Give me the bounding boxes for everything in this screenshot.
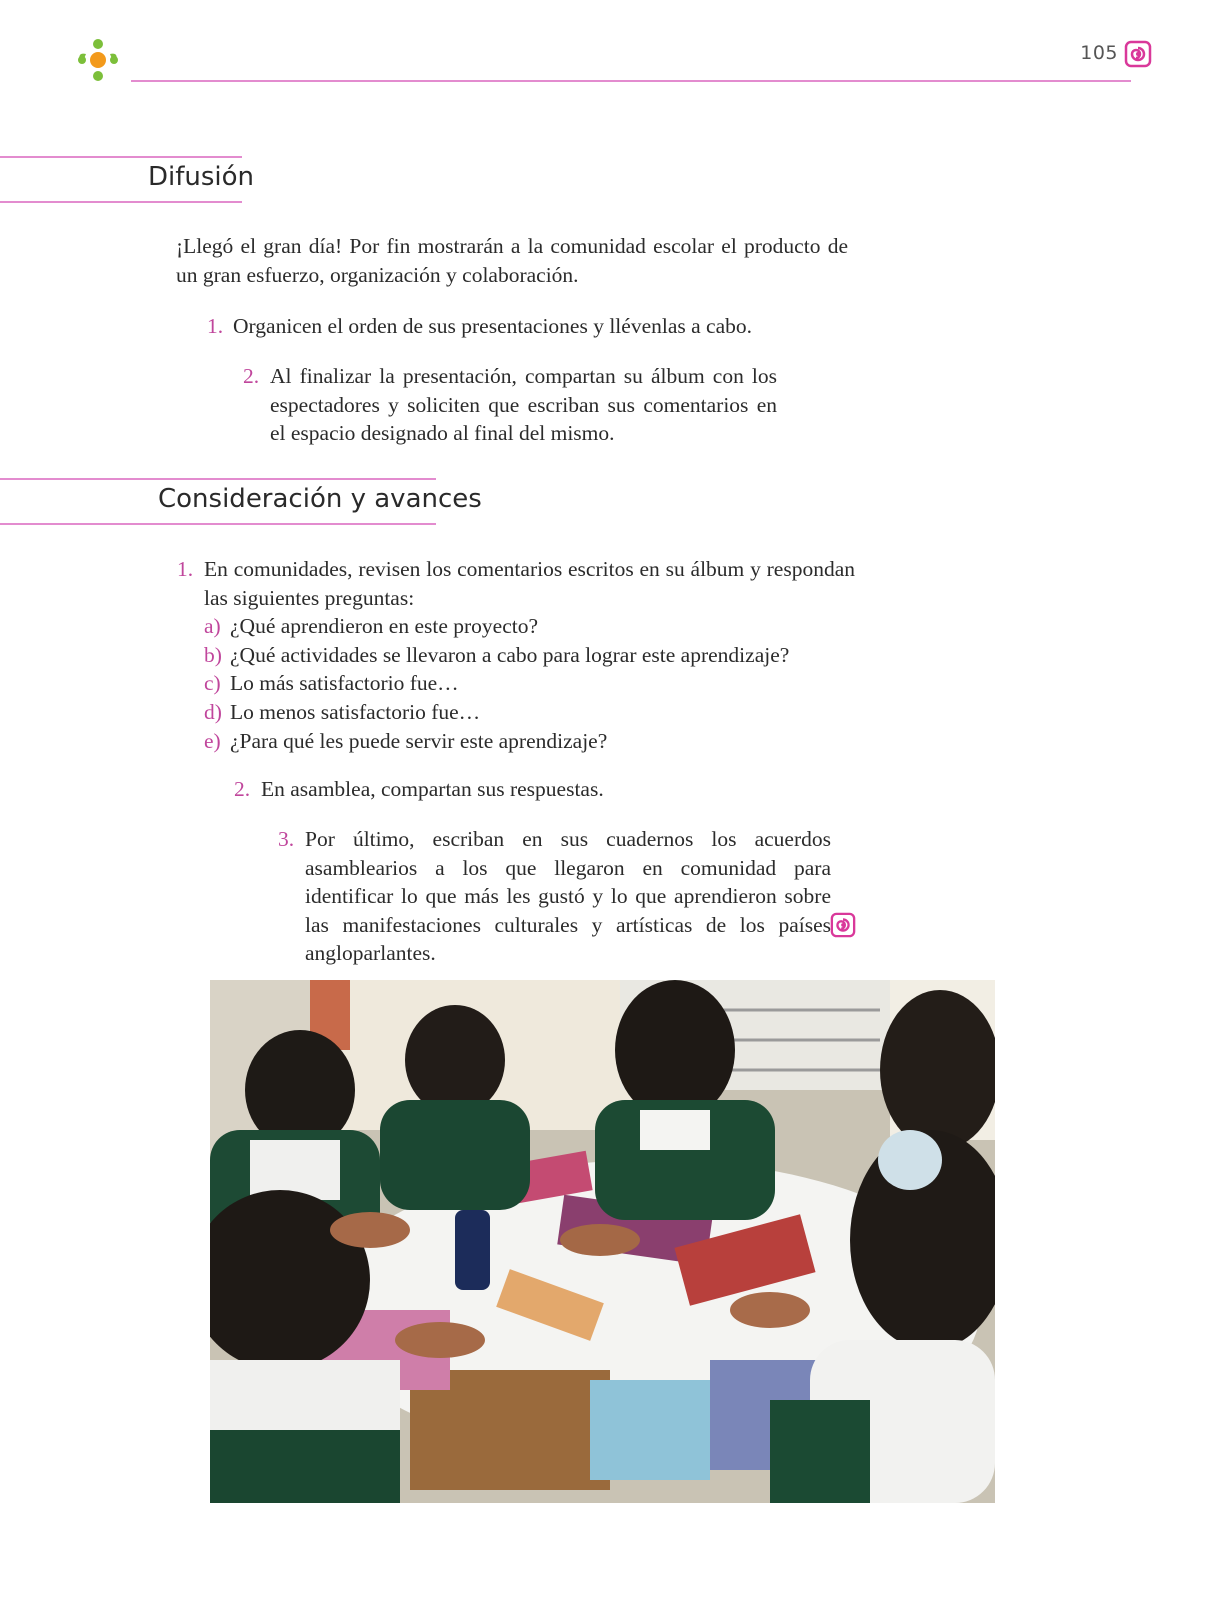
question-item bbox=[204, 669, 459, 698]
students-photo-illustration bbox=[210, 980, 995, 1503]
question-letter: e) bbox=[204, 729, 221, 753]
question-letter: c) bbox=[204, 671, 221, 695]
spiral-ornament-icon bbox=[830, 912, 856, 938]
question-item bbox=[204, 698, 480, 727]
section-title: Consideración y avances bbox=[158, 484, 482, 514]
question-letter: d) bbox=[204, 700, 222, 724]
question-text: Lo menos satisfactorio fue… bbox=[230, 700, 481, 724]
item-text: Por último, escriban en sus cuadernos los acuerdos asamblearios a los que llegaron en comunidad para identificar lo que más les gustó y lo que aprendieron sobre las manifestaciones culturales y artísticas de los países angloparlantes. bbox=[305, 827, 831, 965]
list-item bbox=[278, 825, 831, 968]
header-rule bbox=[131, 80, 1131, 82]
question-text: ¿Qué actividades se llevaron a cabo para lograr este aprendizaje? bbox=[230, 643, 790, 667]
intro-paragraph: ¡Llegó el gran día! Por fin mostrarán a la comunidad escolar el producto de un gran esfuerzo, organización y colaboración. bbox=[176, 234, 848, 287]
flower-logo-icon bbox=[70, 32, 126, 88]
item-number: 2. bbox=[243, 364, 260, 388]
list-item bbox=[243, 362, 777, 448]
question-letter: a) bbox=[204, 614, 221, 638]
list-item bbox=[207, 312, 807, 341]
question-item bbox=[204, 727, 607, 756]
item-text: Organicen el orden de sus presentaciones y llévenlas a cabo. bbox=[233, 314, 752, 338]
list-item bbox=[234, 775, 734, 804]
question-text: ¿Para qué les puede servir este aprendizaje? bbox=[230, 729, 608, 753]
classroom-photo bbox=[210, 980, 995, 1503]
page-number: 105 bbox=[1080, 42, 1118, 64]
question-item bbox=[204, 641, 789, 670]
item-text: En asamblea, compartan sus respuestas. bbox=[261, 777, 604, 801]
item-text: En comunidades, revisen los comentarios escritos en su álbum y respondan las siguientes preguntas: bbox=[204, 557, 855, 610]
question-item bbox=[204, 612, 538, 641]
section-title: Difusión bbox=[148, 162, 255, 192]
question-text: Lo más satisfactorio fue… bbox=[230, 671, 459, 695]
list-item bbox=[177, 555, 855, 612]
item-number: 1. bbox=[177, 557, 194, 581]
item-number: 3. bbox=[278, 827, 295, 851]
question-letter: b) bbox=[204, 643, 222, 667]
item-number: 1. bbox=[207, 314, 224, 338]
item-text: Al finalizar la presentación, compartan su álbum con los espectadores y soliciten que escriban sus comentarios en el espacio designado al final del mismo. bbox=[270, 364, 777, 445]
spiral-ornament-icon bbox=[1124, 40, 1152, 68]
question-text: ¿Qué aprendieron en este proyecto? bbox=[230, 614, 539, 638]
item-number: 2. bbox=[234, 777, 251, 801]
